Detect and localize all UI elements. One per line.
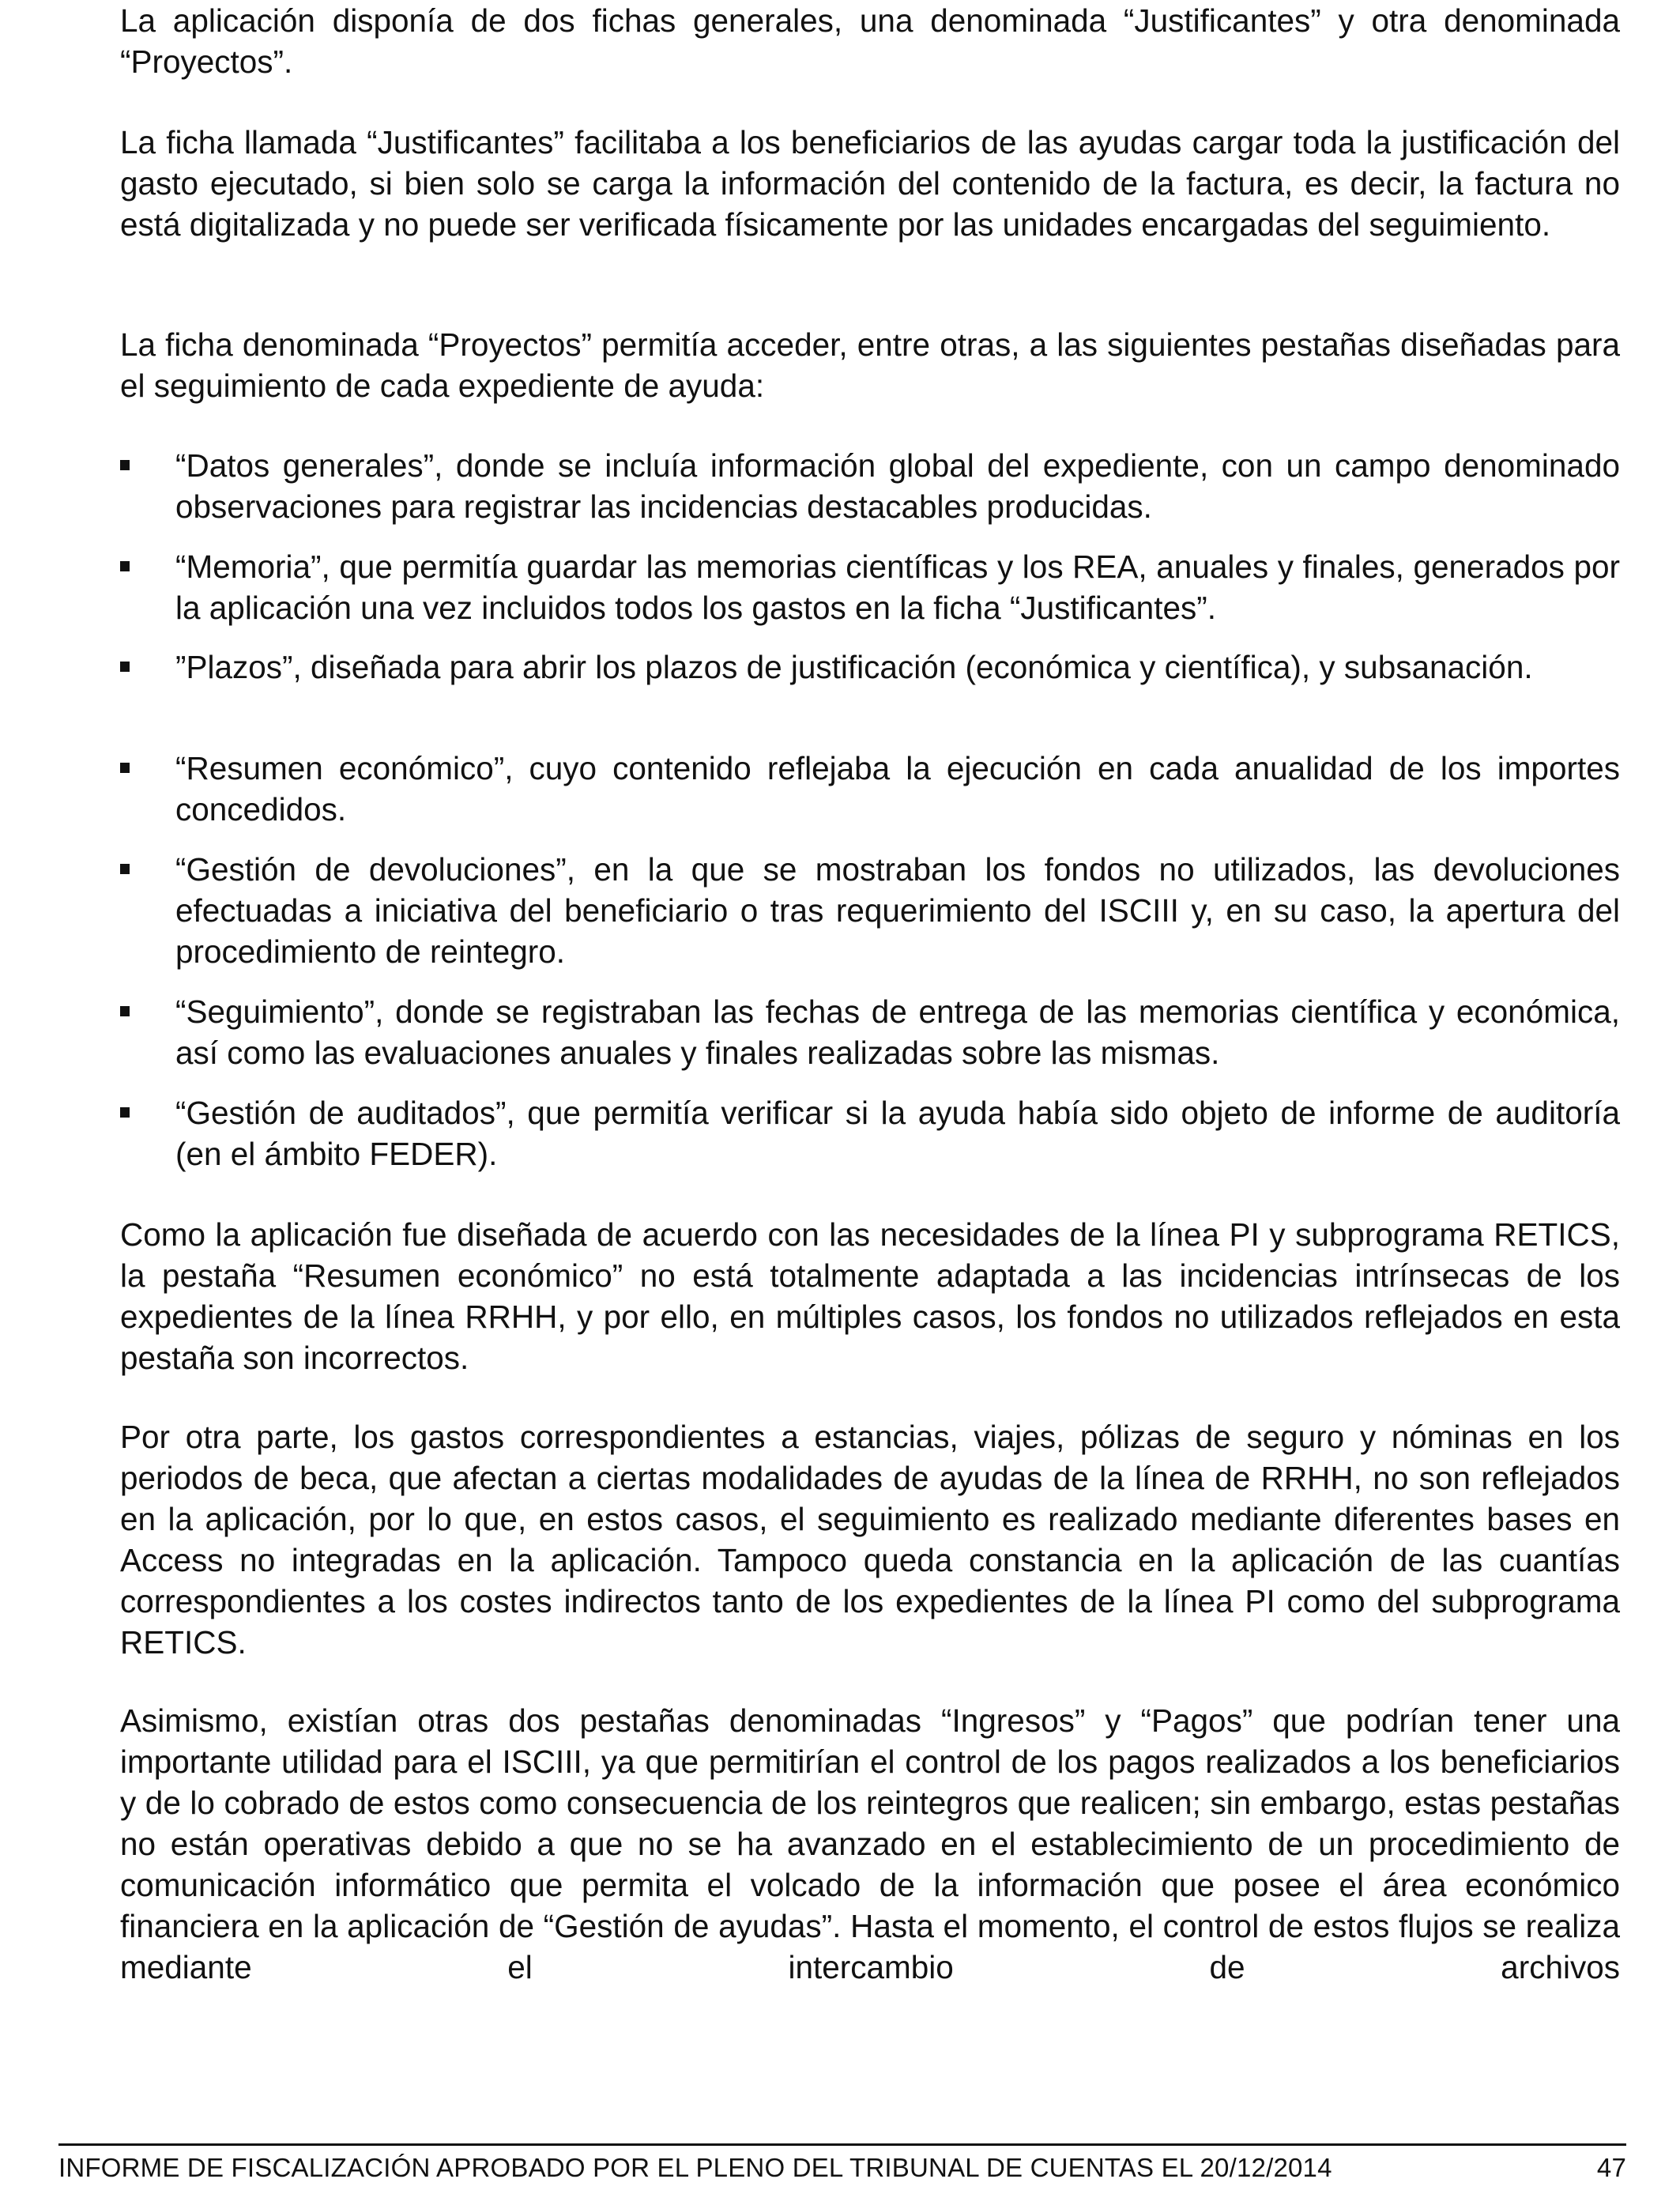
list-item-text: “Resumen económico”, cuyo contenido reflejaba la ejecución en cada anualidad de los importes concedidos. [175,750,1620,827]
list-item-text: “Gestión de devoluciones”, en la que se mostraban los fondos no utilizados, las devoluciones efectuadas a iniciativa del beneficiario o tras requerimiento del ISCIII y, en su caso, la apertura del procedimiento de reintegro. [175,851,1620,970]
square-bullet-icon [120,1006,130,1016]
list-item [120,991,1620,1073]
list-item [120,647,1620,688]
square-bullet-icon [120,864,130,874]
square-bullet-icon [120,561,130,571]
list-item-text: “Memoria”, que permitía guardar las memorias científicas y los REA, anuales y finales, generados por la aplicación una vez incluidos todos los gastos en la ficha “Justificantes”. [175,548,1620,626]
list-item [120,748,1620,830]
list-item-text: “Gestión de auditados”, que permitía verificar si la ayuda había sido objeto de informe de auditoría (en el ámbito FEDER). [175,1095,1620,1172]
list-item-text: “Seguimiento”, donde se registraban las fechas de entrega de las memorias científica y económica, así como las evaluaciones anuales y finales realizadas sobre las mismas. [175,993,1620,1071]
paragraph-ficha-proyectos: La ficha denominada “Proyectos” permitía acceder, entre otras, a las siguientes pestañas diseñadas para el seguimiento de cada expediente de ayuda: [120,326,1620,404]
list-item [120,445,1620,527]
paragraph-gastos-rrhh: Por otra parte, los gastos correspondientes a estancias, viajes, pólizas de seguro y nóminas en los periodos de beca, que afectan a ciertas modalidades de ayudas de la línea de RRHH, no son reflejados en la aplicación, por lo que, en estos casos, el seguimiento es realizado mediante diferentes bases en Access no integradas en la aplicación. Tampoco queda constancia en la aplicación de las cuantías correspondientes a los costes indirectos tanto de los expedientes de la línea PI como del subprograma RETICS. [120,1419,1620,1661]
list-item [120,546,1620,628]
paragraph-resumen-economico: Como la aplicación fue diseñada de acuerdo con las necesidades de la línea PI y subprograma RETICS, la pestaña “Resumen económico” no está totalmente adaptada a las incidencias intrínsecas de los expedientes de la línea RRHH, y por ello, en múltiples casos, los fondos no utilizados reflejados en esta pestaña son incorrectos. [120,1216,1620,1376]
square-bullet-icon [120,662,130,672]
footer-report-title: INFORME DE FISCALIZACIÓN APROBADO POR EL PLENO DEL TRIBUNAL DE CUENTAS EL 20/12/2014 [58,2153,1332,2182]
page-footer [58,2143,1626,2184]
list-item [120,1092,1620,1174]
list-item-text: “Datos generales”, donde se incluía información global del expediente, con un campo denominado observaciones para registrar las incidencias destacables producidas. [175,447,1620,525]
paragraph-ficha-justificantes: La ficha llamada “Justificantes” facilitaba a los beneficiarios de las ayudas cargar toda la justificación del gasto ejecutado, si bien solo se carga la información del contenido de la factura, es decir, la factura no está digitalizada y no puede ser verificada físicamente por las unidades encargadas del seguimiento. [120,124,1620,243]
square-bullet-icon [120,1107,130,1118]
paragraph-fichas-generales: La aplicación disponía de dos fichas generales, una denominada “Justificantes” y otra denominada “Proyectos”. [120,2,1620,80]
square-bullet-icon [120,460,130,470]
list-item [120,849,1620,972]
list-item-text: ”Plazos”, diseñada para abrir los plazos de justificación (económica y científica), y subsanación. [175,649,1533,685]
paragraph-ingresos-pagos: Asimismo, existían otras dos pestañas denominadas “Ingresos” y “Pagos” que podrían tener una importante utilidad para el ISCIII, ya que permitirían el control de los pagos realizados a los beneficiarios y de lo cobrado de estos como consecuencia de los reintegros que realicen; sin embargo, estas pestañas no están operativas debido a que no se ha avanzado en el establecimiento de un procedimiento de comunicación informático que permita el volcado de la información que posee el área económico financiera en la aplicación de “Gestión de ayudas”. Hasta el momento, el control de estos flujos se realiza mediante el intercambio de archivos [120,1702,1620,1985]
square-bullet-icon [120,763,130,773]
page-number: 47 [1596,2153,1626,2182]
